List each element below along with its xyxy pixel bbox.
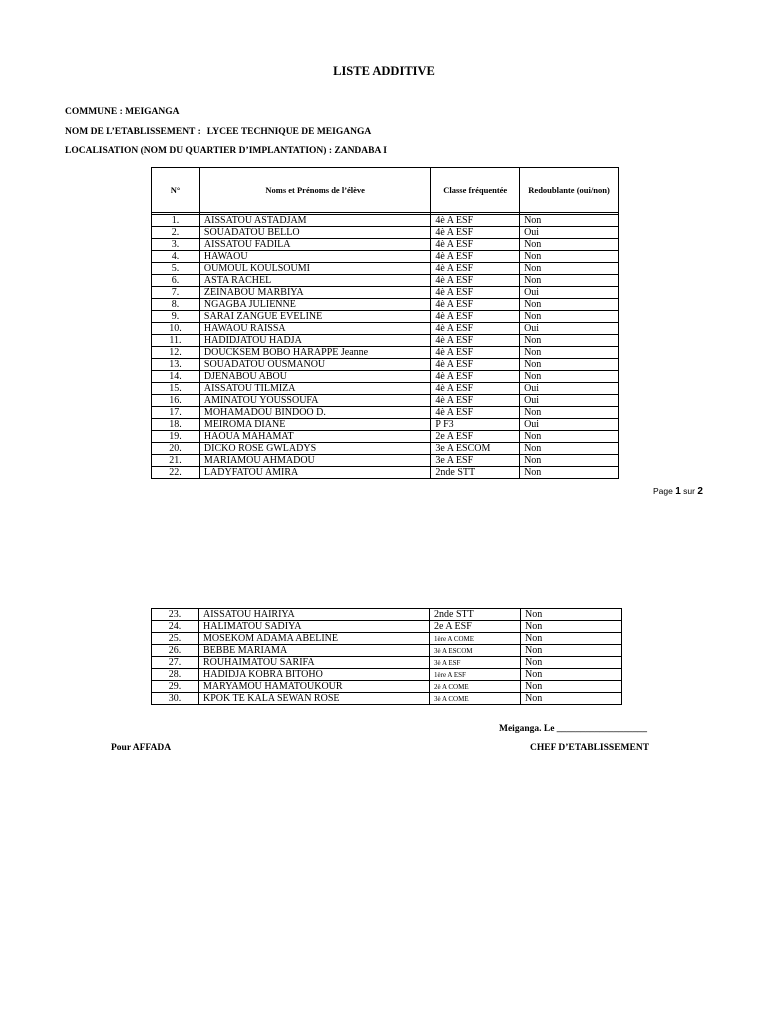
table-body-page1 bbox=[152, 213, 619, 479]
cell-name: AISSATOU ASTADJAM bbox=[199, 215, 430, 227]
cell-number: 17. bbox=[152, 407, 200, 419]
cell-repeater: Non bbox=[521, 669, 622, 681]
page-number bbox=[653, 486, 703, 497]
cell-number: 13. bbox=[152, 359, 200, 371]
cell-class: 4è A ESF bbox=[431, 287, 520, 299]
cell-repeater: Non bbox=[521, 693, 622, 705]
cell-class: 4è A ESF bbox=[431, 347, 520, 359]
cell-number: 15. bbox=[152, 383, 200, 395]
table-row bbox=[152, 311, 619, 323]
cell-name: DICKO ROSE GWLADYS bbox=[199, 443, 430, 455]
table-header-row bbox=[152, 168, 619, 213]
cell-class: 2nde STT bbox=[430, 609, 521, 621]
cell-name: KPOK TE KALA SEWAN ROSE bbox=[199, 693, 430, 705]
cell-class: 3è A ESF bbox=[430, 657, 521, 669]
cell-repeater: Non bbox=[521, 621, 622, 633]
cell-repeater: Non bbox=[520, 431, 619, 443]
table-row bbox=[152, 419, 619, 431]
student-table-page1 bbox=[151, 167, 619, 479]
table-body-page2 bbox=[152, 609, 622, 705]
cell-name: HADIDJATOU HADJA bbox=[199, 335, 430, 347]
table-row bbox=[152, 431, 619, 443]
cell-number: 4. bbox=[152, 251, 200, 263]
table-row bbox=[152, 681, 622, 693]
cell-name: MARYAMOU HAMATOUKOUR bbox=[199, 681, 430, 693]
table-row bbox=[152, 335, 619, 347]
etablissement-label: NOM DE L’ETABLISSEMENT : bbox=[65, 127, 201, 137]
cell-repeater: Oui bbox=[520, 395, 619, 407]
cell-number: 20. bbox=[152, 443, 200, 455]
signature-date-line: Meiganga. Le ___________________ bbox=[499, 724, 648, 734]
cell-number: 27. bbox=[152, 657, 199, 669]
cell-number: 1. bbox=[152, 215, 200, 227]
cell-repeater: Non bbox=[520, 443, 619, 455]
cell-repeater: Non bbox=[520, 455, 619, 467]
table-row bbox=[152, 669, 622, 681]
cell-class: P F3 bbox=[431, 419, 520, 431]
cell-name: DJENABOU ABOU bbox=[199, 371, 430, 383]
cell-name: LADYFATOU AMIRA bbox=[199, 467, 430, 479]
cell-number: 30. bbox=[152, 693, 199, 705]
table-row bbox=[152, 455, 619, 467]
cell-number: 11. bbox=[152, 335, 200, 347]
cell-number: 2. bbox=[152, 227, 200, 239]
table-row bbox=[152, 407, 619, 419]
table-row bbox=[152, 299, 619, 311]
cell-number: 5. bbox=[152, 263, 200, 275]
cell-class: 4è A ESF bbox=[431, 263, 520, 275]
table-row bbox=[152, 227, 619, 239]
cell-repeater: Oui bbox=[520, 323, 619, 335]
cell-number: 7. bbox=[152, 287, 200, 299]
localisation-line: LOCALISATION (NOM DU QUARTIER D’IMPLANTATION) : ZANDABA I bbox=[65, 146, 387, 156]
cell-number: 19. bbox=[152, 431, 200, 443]
table-row bbox=[152, 383, 619, 395]
cell-number: 16. bbox=[152, 395, 200, 407]
student-table-page2 bbox=[151, 608, 622, 705]
table-row bbox=[152, 263, 619, 275]
cell-repeater: Non bbox=[520, 215, 619, 227]
cell-number: 6. bbox=[152, 275, 200, 287]
cell-name: HAWAOU RAISSA bbox=[199, 323, 430, 335]
document-title: LISTE ADDITIVE bbox=[333, 64, 435, 78]
table-row bbox=[152, 371, 619, 383]
cell-name: SOUADATOU OUSMANOU bbox=[199, 359, 430, 371]
cell-name: NGAGBA JULIENNE bbox=[199, 299, 430, 311]
cell-name: AISSATOU FADILA bbox=[199, 239, 430, 251]
cell-class: 4è A ESF bbox=[431, 383, 520, 395]
cell-name: HAOUA MAHAMAT bbox=[199, 431, 430, 443]
cell-name: SARAI ZANGUE EVELINE bbox=[199, 311, 430, 323]
cell-name: BEBBE MARIAMA bbox=[199, 645, 430, 657]
cell-class: 4è A ESF bbox=[431, 371, 520, 383]
cell-name: AMINATOU YOUSSOUFA bbox=[199, 395, 430, 407]
table-row bbox=[152, 693, 622, 705]
cell-repeater: Non bbox=[520, 239, 619, 251]
cell-class: 2e A ESF bbox=[430, 621, 521, 633]
cell-repeater: Non bbox=[520, 275, 619, 287]
cell-class: 3è A COME bbox=[430, 693, 521, 705]
commune-line: COMMUNE : MEIGANGA bbox=[65, 107, 180, 117]
table-row bbox=[152, 287, 619, 299]
cell-number: 10. bbox=[152, 323, 200, 335]
cell-class: 4è A ESF bbox=[431, 239, 520, 251]
cell-repeater: Non bbox=[521, 609, 622, 621]
cell-class: 1ère A ESF bbox=[430, 669, 521, 681]
cell-number: 25. bbox=[152, 633, 199, 645]
cell-name: HALIMATOU SADIYA bbox=[199, 621, 430, 633]
header-number: N° bbox=[152, 168, 200, 213]
table-row bbox=[152, 395, 619, 407]
cell-repeater: Non bbox=[520, 251, 619, 263]
cell-repeater: Non bbox=[521, 681, 622, 693]
cell-class: 4è A ESF bbox=[431, 215, 520, 227]
cell-name: HADIDJA KOBRA BITOHO bbox=[199, 669, 430, 681]
cell-repeater: Non bbox=[521, 645, 622, 657]
cell-name: MOSEKOM ADAMA ABELINE bbox=[199, 633, 430, 645]
cell-class: 1ère A COME bbox=[430, 633, 521, 645]
cell-number: 28. bbox=[152, 669, 199, 681]
cell-name: ASTA RACHEL bbox=[199, 275, 430, 287]
cell-repeater: Non bbox=[520, 347, 619, 359]
cell-name: SOUADATOU BELLO bbox=[199, 227, 430, 239]
cell-repeater: Oui bbox=[520, 419, 619, 431]
cell-number: 18. bbox=[152, 419, 200, 431]
header-repeater: Redoublante (oui/non) bbox=[520, 168, 619, 213]
page-total: 2 bbox=[697, 486, 703, 497]
cell-number: 24. bbox=[152, 621, 199, 633]
cell-class: 2nde STT bbox=[431, 467, 520, 479]
cell-repeater: Oui bbox=[520, 383, 619, 395]
cell-name: ROUHAIMATOU SARIFA bbox=[199, 657, 430, 669]
table-row bbox=[152, 467, 619, 479]
cell-number: 12. bbox=[152, 347, 200, 359]
cell-repeater: Non bbox=[520, 467, 619, 479]
cell-number: 26. bbox=[152, 645, 199, 657]
cell-repeater: Non bbox=[520, 335, 619, 347]
table-row bbox=[152, 215, 619, 227]
cell-number: 29. bbox=[152, 681, 199, 693]
cell-class: 4è A ESF bbox=[431, 359, 520, 371]
cell-repeater: Oui bbox=[520, 227, 619, 239]
table-row bbox=[152, 275, 619, 287]
page-current: 1 bbox=[675, 486, 681, 497]
cell-name: OUMOUL KOULSOUMI bbox=[199, 263, 430, 275]
cell-number: 23. bbox=[152, 609, 199, 621]
header-class: Classe fréquentée bbox=[431, 168, 520, 213]
cell-class: 3e A ESCOM bbox=[431, 443, 520, 455]
cell-name: DOUCKSEM BOBO HARAPPE Jeanne bbox=[199, 347, 430, 359]
cell-class: 3e A ESF bbox=[431, 455, 520, 467]
cell-name: MEIROMA DIANE bbox=[199, 419, 430, 431]
cell-number: 3. bbox=[152, 239, 200, 251]
cell-repeater: Non bbox=[520, 311, 619, 323]
table-row bbox=[152, 323, 619, 335]
cell-class: 4è A ESF bbox=[431, 323, 520, 335]
cell-class: 2e A ESF bbox=[431, 431, 520, 443]
cell-name: AISSATOU HAIRIYA bbox=[199, 609, 430, 621]
cell-repeater: Non bbox=[520, 407, 619, 419]
cell-repeater: Oui bbox=[520, 287, 619, 299]
cell-repeater: Non bbox=[520, 371, 619, 383]
cell-name: AISSATOU TILMIZA bbox=[199, 383, 430, 395]
signature-left: Pour AFFADA bbox=[111, 743, 172, 753]
table-row bbox=[152, 609, 622, 621]
etablissement-value: LYCEE TECHNIQUE DE MEIGANGA bbox=[206, 127, 372, 137]
etablissement-line bbox=[65, 127, 371, 137]
table-row bbox=[152, 443, 619, 455]
cell-name: HAWAOU bbox=[199, 251, 430, 263]
cell-repeater: Non bbox=[521, 633, 622, 645]
table-row bbox=[152, 621, 622, 633]
cell-name: MOHAMADOU BINDOO D. bbox=[199, 407, 430, 419]
header-name: Noms et Prénoms de l’élève bbox=[199, 168, 430, 213]
cell-class: 4è A ESF bbox=[431, 311, 520, 323]
table-row bbox=[152, 657, 622, 669]
table-row bbox=[152, 239, 619, 251]
page-prefix: Page bbox=[653, 486, 673, 496]
cell-number: 21. bbox=[152, 455, 200, 467]
cell-number: 14. bbox=[152, 371, 200, 383]
cell-class: 4è A ESF bbox=[431, 299, 520, 311]
cell-class: 4è A ESF bbox=[431, 335, 520, 347]
signature-right: CHEF D’ETABLISSEMENT bbox=[530, 743, 650, 753]
cell-number: 22. bbox=[152, 467, 200, 479]
table-row bbox=[152, 633, 622, 645]
page-middle: sur bbox=[683, 486, 695, 496]
table-row bbox=[152, 645, 622, 657]
cell-class: 2è A COME bbox=[430, 681, 521, 693]
cell-repeater: Non bbox=[520, 359, 619, 371]
cell-class: 4è A ESF bbox=[431, 251, 520, 263]
cell-number: 9. bbox=[152, 311, 200, 323]
cell-name: MARIAMOU AHMADOU bbox=[199, 455, 430, 467]
cell-class: 4è A ESF bbox=[431, 275, 520, 287]
cell-repeater: Non bbox=[520, 299, 619, 311]
table-row bbox=[152, 359, 619, 371]
cell-class: 4è A ESF bbox=[431, 227, 520, 239]
cell-repeater: Non bbox=[521, 657, 622, 669]
cell-repeater: Non bbox=[520, 263, 619, 275]
cell-class: 4è A ESF bbox=[431, 407, 520, 419]
table-row bbox=[152, 251, 619, 263]
table-row bbox=[152, 347, 619, 359]
cell-class: 3è A ESCOM bbox=[430, 645, 521, 657]
cell-name: ZEINABOU MARBIYA bbox=[199, 287, 430, 299]
cell-class: 4è A ESF bbox=[431, 395, 520, 407]
cell-number: 8. bbox=[152, 299, 200, 311]
